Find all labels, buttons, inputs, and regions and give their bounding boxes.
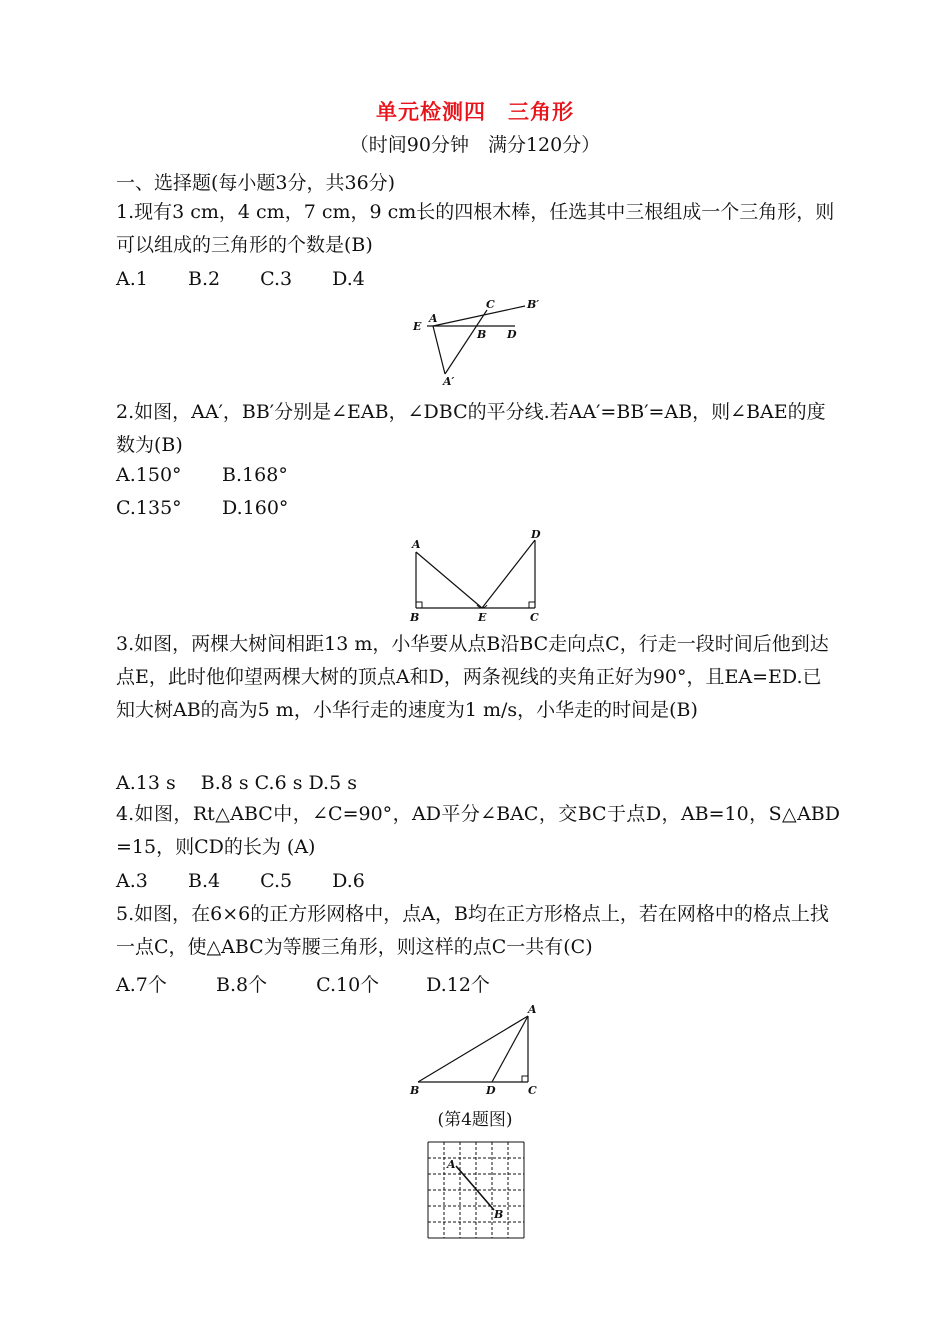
option-c: C.5 <box>260 870 293 892</box>
option-c: C.135° <box>116 497 182 519</box>
question-5-text: 5.如图，在6×6的正方形网格中，点A，B均在正方形格点上，若在网格中的格点上找一点C，使△ABC为等腰三角形，则这样的点C一共有(C) <box>116 903 829 958</box>
fig1-label-c: C <box>486 298 495 311</box>
option-b: B.2 <box>188 268 221 290</box>
side-ab <box>418 1016 528 1082</box>
fig2-label-a: A <box>412 538 421 551</box>
option-d: D.4 <box>332 268 365 290</box>
line-aa-prime <box>433 326 445 374</box>
right-angle-c <box>529 602 535 608</box>
option-a: A.1 <box>116 268 148 290</box>
figure-4-diagram <box>404 1000 550 1100</box>
question-4-options <box>116 870 365 892</box>
question-4-text: 4.如图，Rt△ABC中，∠C=90°，AD平分∠BAC，交BC于点D，AB=10，S△ABD =15，则CD的长为 (A) <box>116 803 840 858</box>
option-d: D.12个 <box>426 974 490 996</box>
question-2-options-row-2 <box>116 497 288 519</box>
fig4-label-d: D <box>486 1084 496 1097</box>
option-b: B.168° <box>222 464 288 486</box>
fig5-label-a: A <box>447 1158 456 1171</box>
fig4-label-a: A <box>528 1003 537 1016</box>
question-3-options: A.13 s B.8 s C.6 s D.5 s <box>116 772 357 794</box>
fig4-label-c: C <box>528 1084 537 1097</box>
question-2-options-row-1 <box>116 464 288 486</box>
figure-1-diagram <box>405 296 555 392</box>
fig1-label-a: A <box>429 312 438 325</box>
fig1-label-b-prime: B′ <box>527 298 540 311</box>
sight-ea <box>416 552 482 608</box>
fig2-label-c: C <box>530 611 539 624</box>
option-d: D.6 <box>332 870 365 892</box>
figure-5-grid <box>424 1138 528 1240</box>
sight-ed <box>482 540 535 608</box>
segment-ab <box>456 1166 494 1210</box>
bisector-ad <box>492 1016 528 1082</box>
option-a: A.150° <box>116 464 182 486</box>
option-a: A.7个 <box>116 974 167 996</box>
fig1-label-d: D <box>507 328 517 341</box>
option-b: B.4 <box>188 870 221 892</box>
figure-4-caption: (第4题图) <box>437 1110 513 1130</box>
line-a-prime-c <box>445 310 487 374</box>
question-3-text: 3.如图，两棵大树间相距13 m，小华要从点B沿BC走向点C，行走一段时间后他到达点E，此时他仰望两棵大树的顶点A和D，两条视线的夹角正好为90°，且EA=ED.已知大树AB的高为5 m，小华行走的速度为1 m/s，小华走的时间是(B) <box>116 633 829 721</box>
question-1-options <box>116 268 365 290</box>
fig5-label-b: B <box>494 1208 504 1221</box>
right-angle-b <box>416 602 422 608</box>
fig2-label-d: D <box>531 528 541 541</box>
page-subtitle: （时间90分钟 满分120分） <box>349 134 601 156</box>
question-2-text: 2.如图，AA′，BB′分别是∠EAB，∠DBC的平分线.若AA′=BB′=AB，则∠BAE的度数为(B) <box>116 401 826 456</box>
option-b: B.8个 <box>216 974 268 996</box>
fig2-label-b: B <box>410 611 420 624</box>
option-c: C.3 <box>260 268 293 290</box>
fig2-label-e: E <box>478 611 487 624</box>
option-a: A.3 <box>116 870 148 892</box>
fig1-label-e: E <box>413 320 422 333</box>
fig4-label-b: B <box>410 1084 420 1097</box>
fig1-label-b: B <box>477 328 487 341</box>
question-1-text: 1.现有3 cm，4 cm，7 cm，9 cm长的四根木棒，任选其中三根组成一个三角形，则可以组成的三角形的个数是(B) <box>116 201 835 256</box>
figure-3-diagram <box>404 528 554 628</box>
question-5-options <box>116 970 490 997</box>
page-title: 单元检测四 三角形 <box>376 100 574 124</box>
right-angle-c <box>522 1076 528 1082</box>
fig1-label-a-prime: A′ <box>443 375 455 388</box>
option-d: D.160° <box>222 497 289 519</box>
option-c: C.10个 <box>316 974 380 996</box>
section-heading: 一、选择题(每小题3分，共36分) <box>116 172 396 194</box>
